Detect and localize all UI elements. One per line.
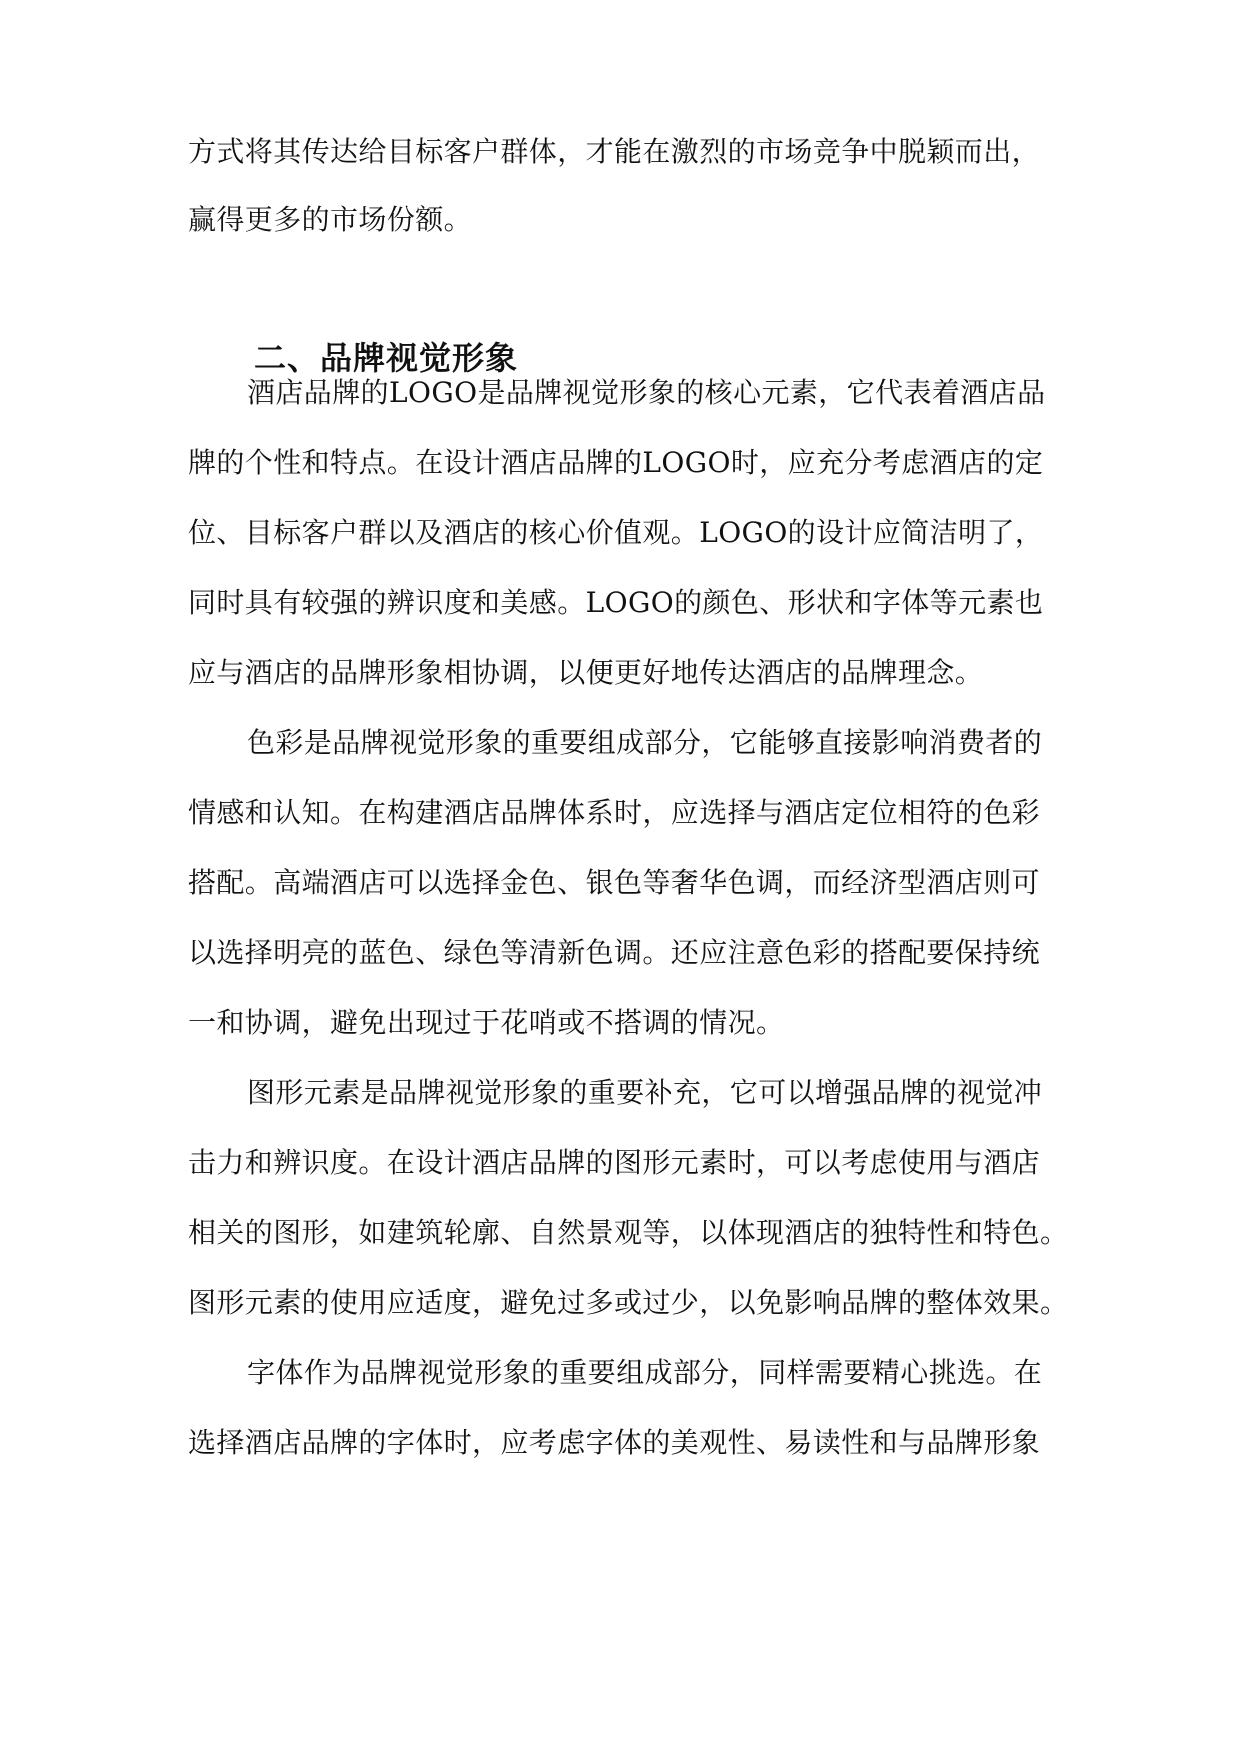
- paragraph-line: 应与酒店的品牌形象相协调，以便更好地传达酒店的品牌理念。: [188, 656, 984, 689]
- paragraph-line: 图形元素是品牌视觉形象的重要补充，它可以增强品牌的视觉冲: [247, 1076, 1043, 1109]
- paragraph-line: 一和协调，避免出现过于花哨或不搭调的情况。: [188, 1006, 785, 1039]
- paragraph-line: 酒店品牌的LOGO是品牌视觉形象的核心元素，它代表着酒店品: [247, 376, 1046, 409]
- paragraph-line: 情感和认知。在构建酒店品牌体系时，应选择与酒店定位相符的色彩: [188, 796, 1041, 829]
- paragraph-line: 位、目标客户群以及酒店的核心价值观。LOGO的设计应简洁明了，: [188, 516, 1044, 549]
- paragraph-line: 图形元素的使用应适度，避免过多或过少，以免影响品牌的整体效果。: [188, 1286, 1069, 1319]
- paragraph-line: 搭配。高端酒店可以选择金色、银色等奢华色调，而经济型酒店则可: [188, 866, 1041, 899]
- paragraph-line: 色彩是品牌视觉形象的重要组成部分，它能够直接影响消费者的: [247, 726, 1043, 759]
- paragraph-line: 字体作为品牌视觉形象的重要组成部分，同样需要精心挑选。在: [247, 1356, 1043, 1389]
- paragraph-line: 选择酒店品牌的字体时，应考虑字体的美观性、易读性和与品牌形象: [188, 1426, 1041, 1459]
- intro-line: 方式将其传达给目标客户群体，才能在激烈的市场竞争中脱颖而出，: [188, 135, 1041, 168]
- paragraph-line: 以选择明亮的蓝色、绿色等清新色调。还应注意色彩的搭配要保持统: [188, 936, 1041, 969]
- paragraph-line: 同时具有较强的辨识度和美感。LOGO的颜色、形状和字体等元素也: [188, 586, 1044, 619]
- intro-line: 赢得更多的市场份额。: [188, 203, 473, 236]
- paragraph-line: 击力和辨识度。在设计酒店品牌的图形元素时，可以考虑使用与酒店: [188, 1146, 1041, 1179]
- section-heading: 二、品牌视觉形象: [254, 339, 519, 377]
- paragraph-line: 相关的图形，如建筑轮廓、自然景观等，以体现酒店的独特性和特色。: [188, 1216, 1069, 1249]
- paragraph-line: 牌的个性和特点。在设计酒店品牌的LOGO时，应充分考虑酒店的定: [188, 446, 1044, 479]
